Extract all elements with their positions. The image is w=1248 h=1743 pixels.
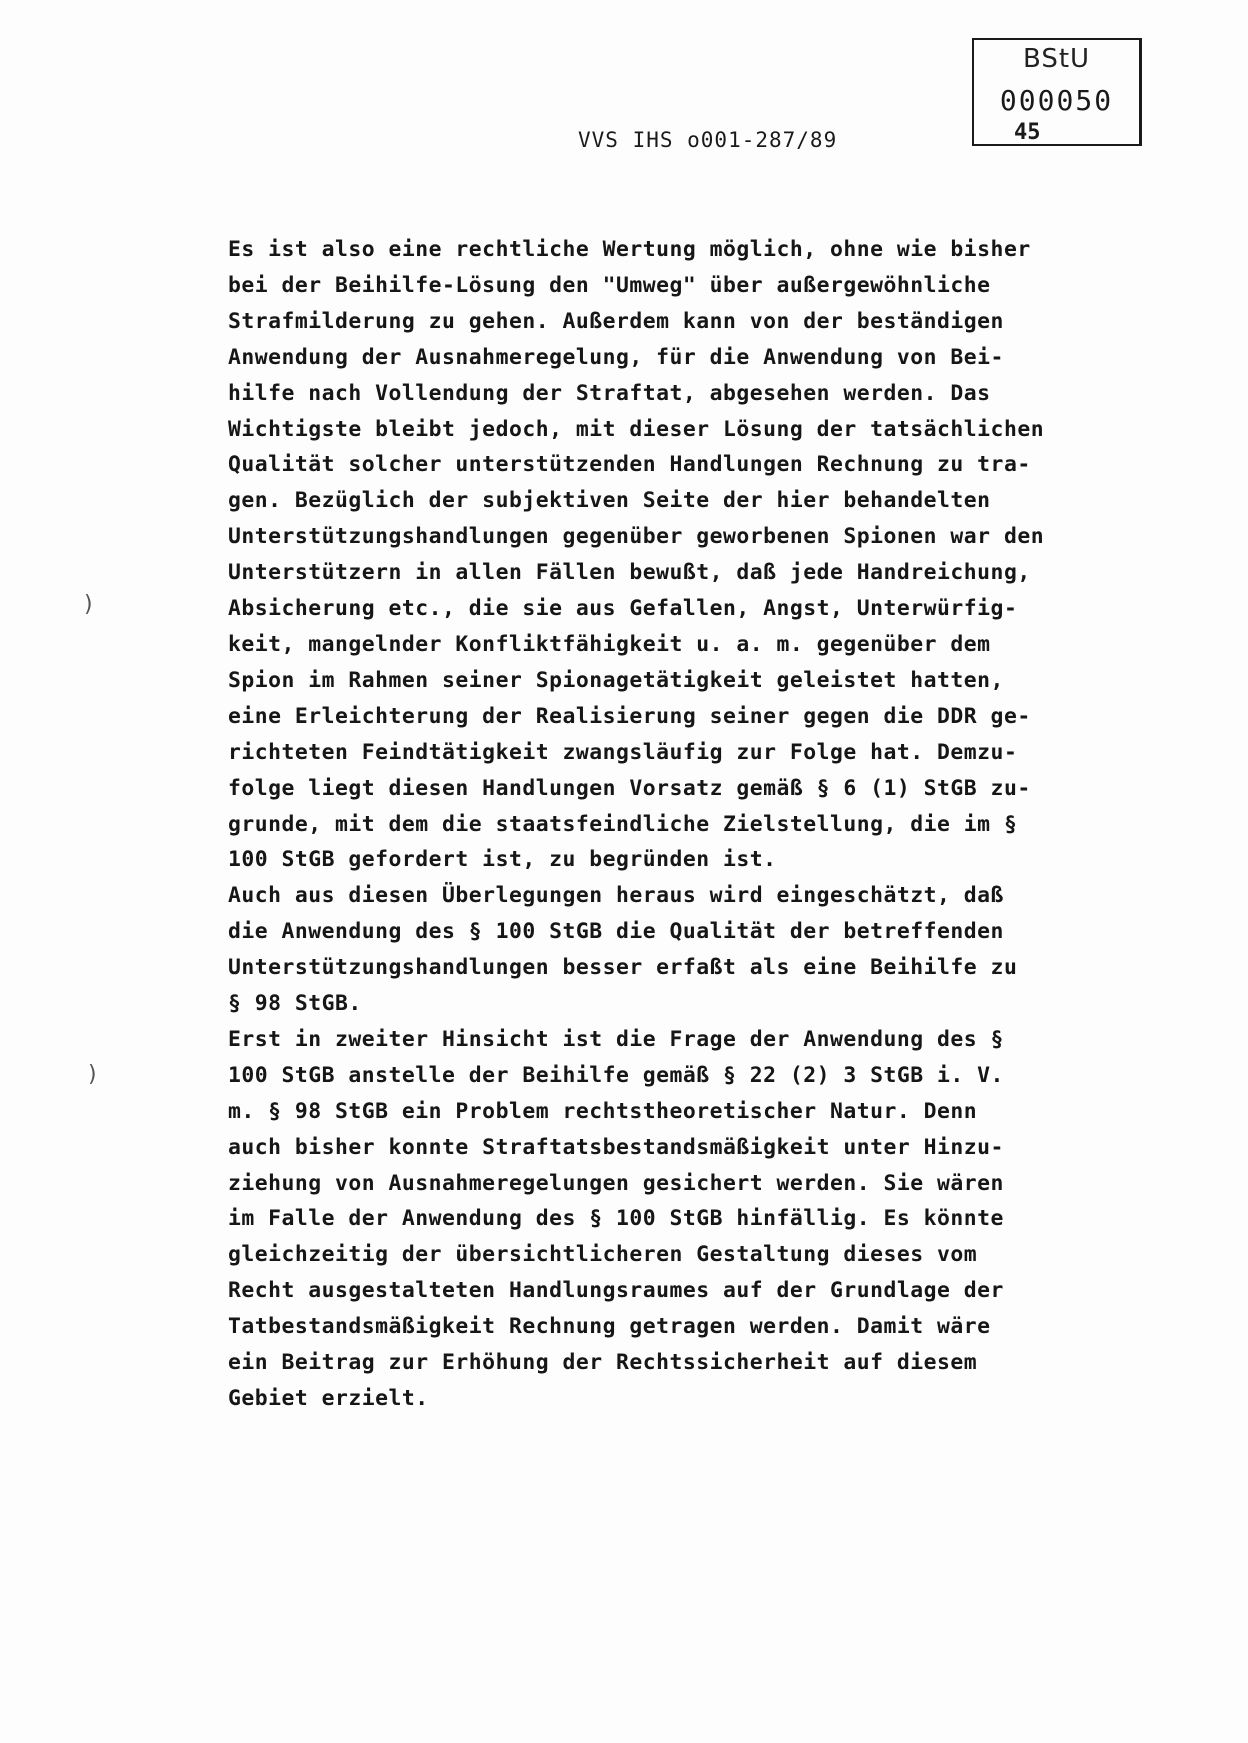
text-line: gleichzeitig der übersichtlicheren Gestaltung dieses vom bbox=[228, 1242, 978, 1268]
text-line: Qualität solcher unterstützenden Handlungen Rechnung zu tra- bbox=[228, 452, 1031, 478]
text-line: Wichtigste bleibt jedoch, mit dieser Lösung der tatsächlichen bbox=[228, 416, 1045, 442]
text-line: im Falle der Anwendung des § 100 StGB hinfällig. Es könnte bbox=[228, 1206, 1004, 1232]
text-line: Recht ausgestalteten Handlungsraumes auf der Grundlage der bbox=[228, 1278, 1004, 1304]
text-line: ein Beitrag zur Erhöhung der Rechtssicherheit auf diesem bbox=[228, 1350, 978, 1376]
text-line: Auch aus diesen Überlegungen heraus wird eingeschätzt, daß bbox=[228, 883, 1004, 909]
text-line: richteten Feindtätigkeit zwangsläufig zur Folge hat. Demzu- bbox=[228, 739, 1018, 765]
text-line: Gebiet erzielt. bbox=[228, 1386, 429, 1411]
text-line: Es ist also eine rechtliche Wertung möglich, ohne wie bisher bbox=[228, 237, 1031, 262]
text-line: Anwendung der Ausnahmeregelung, für die Anwendung von Bei- bbox=[228, 344, 1004, 370]
text-line: grunde, mit dem die staatsfeindliche Zielstellung, die im § bbox=[228, 811, 1018, 837]
text-line: eine Erleichterung der Realisierung seiner gegen die DDR ge- bbox=[228, 703, 1031, 729]
text-line: ziehung von Ausnahmeregelungen gesichert werden. Sie wären bbox=[228, 1170, 1004, 1196]
text-line: Unterstützern in allen Fällen bewußt, daß jede Handreichung, bbox=[228, 560, 1031, 586]
text-line: Strafmilderung zu gehen. Außerdem kann von der beständigen bbox=[228, 308, 1004, 334]
margin-mark: ) bbox=[84, 592, 93, 617]
archive-stamp bbox=[972, 38, 1142, 146]
stamp-archive-label: BStU bbox=[1022, 44, 1091, 74]
text-line: hilfe nach Vollendung der Straftat, abgesehen werden. Das bbox=[228, 380, 991, 406]
text-line: 100 StGB anstelle der Beihilfe gemäß § 22 (2) 3 StGB i. V. bbox=[228, 1062, 1004, 1088]
text-line: Unterstützungshandlungen besser erfaßt als eine Beihilfe zu bbox=[228, 955, 1018, 981]
page-number: 45 bbox=[1014, 120, 1041, 145]
text-line: 100 StGB gefordert ist, zu begründen ist. bbox=[228, 847, 777, 873]
margin-mark: ) bbox=[88, 1062, 97, 1087]
stamp-number: 000050 bbox=[999, 84, 1114, 117]
text-line: bei der Beihilfe-Lösung den "Umweg" über außergewöhnliche bbox=[228, 272, 991, 298]
text-line: § 98 StGB. bbox=[228, 991, 362, 1017]
text-line: Unterstützungshandlungen gegenüber geworbenen Spionen war den bbox=[228, 524, 1045, 550]
body-text bbox=[228, 232, 1128, 1417]
text-line: folge liegt diesen Handlungen Vorsatz gemäß § 6 (1) StGB zu- bbox=[228, 775, 1031, 801]
document-reference: VVS IHS o001-287/89 bbox=[578, 128, 838, 152]
text-line: die Anwendung des § 100 StGB die Qualität der betreffenden bbox=[228, 919, 1004, 945]
text-line: Spion im Rahmen seiner Spionagetätigkeit geleistet hatten, bbox=[228, 667, 1004, 693]
text-line: Absicherung etc., die sie aus Gefallen, Angst, Unterwürfig- bbox=[228, 596, 1018, 622]
text-line: m. § 98 StGB ein Problem rechtstheoretischer Natur. Denn bbox=[228, 1098, 978, 1124]
text-line: gen. Bezüglich der subjektiven Seite der hier behandelten bbox=[228, 488, 991, 514]
text-line: Tatbestandsmäßigkeit Rechnung getragen werden. Damit wäre bbox=[228, 1314, 991, 1340]
text-line: keit, mangelnder Konfliktfähigkeit u. a. m. gegenüber dem bbox=[228, 631, 991, 657]
text-line: Erst in zweiter Hinsicht ist die Frage der Anwendung des § bbox=[228, 1026, 1004, 1052]
text-line: auch bisher konnte Straftatsbestandsmäßigkeit unter Hinzu- bbox=[228, 1134, 1004, 1160]
